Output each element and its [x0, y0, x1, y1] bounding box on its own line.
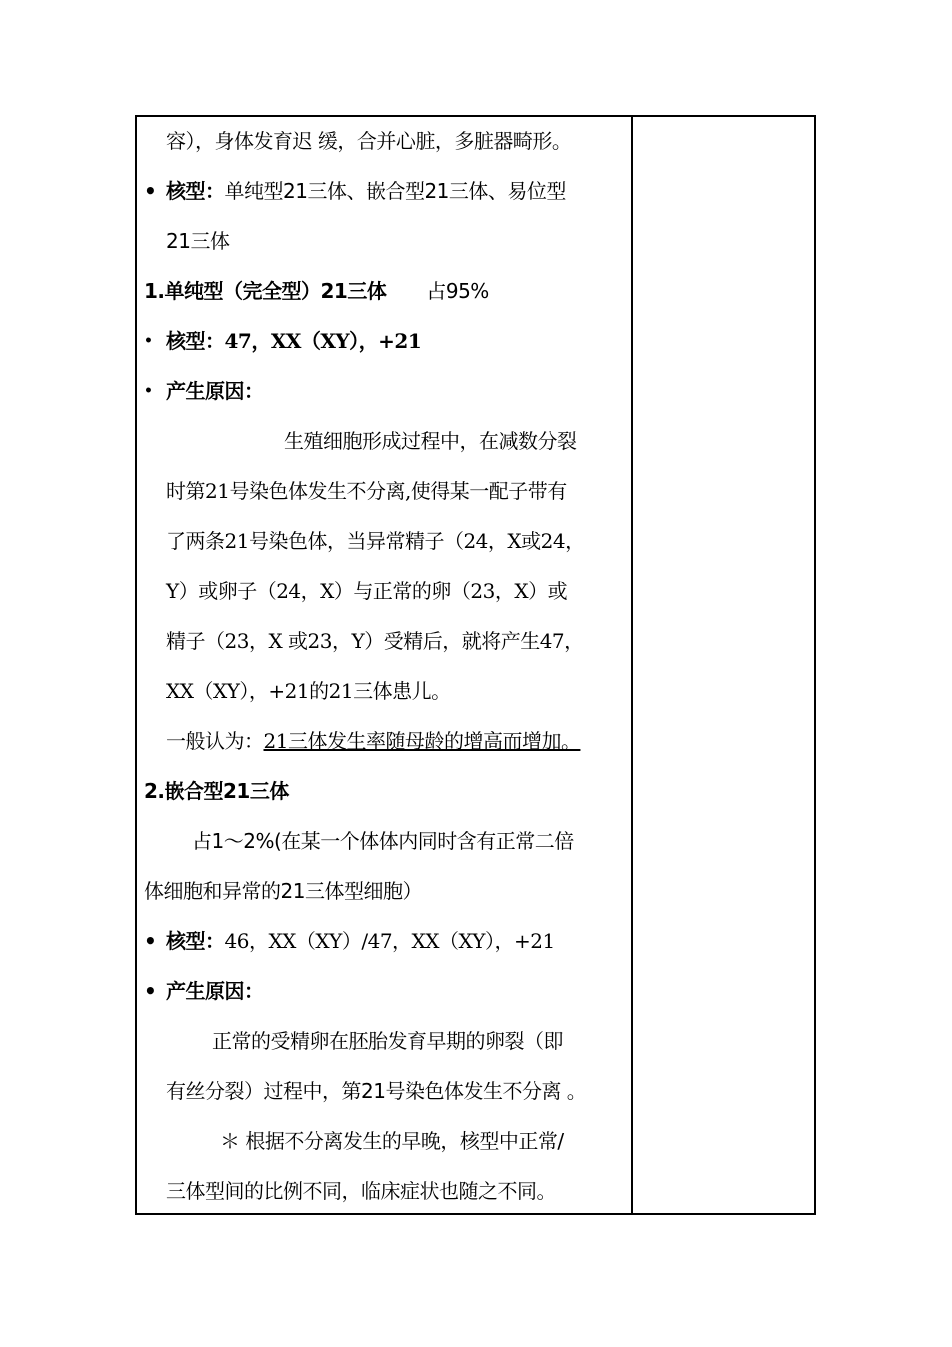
bullet: •	[144, 929, 157, 953]
line-12: XX（XY），+21的21三体患儿。	[166, 679, 451, 703]
line-simple-karyotype: • 核型：47，XX（XY），+21	[144, 316, 630, 366]
line-7: 生殖细胞形成过程中，在减数分裂	[284, 429, 577, 453]
line-8: 时第21号染色体发生不分离,使得某一配子带有	[166, 479, 567, 503]
bullet: •	[144, 383, 153, 399]
line-21: ＊ 根据不分离发生的早晚，核型中正常/	[220, 1129, 564, 1153]
line-9: 了两条21号染色体，当异常精子（24，X或24，	[166, 529, 585, 553]
line-10: Y）或卵子（24，X）与正常的卵（23，X）或	[166, 579, 568, 603]
line-20: 有丝分裂）过程中，第21号染色体发生不分离 。	[166, 1079, 587, 1103]
right-empty-cell	[633, 117, 814, 1213]
line-3: 21三体	[166, 229, 230, 253]
line-22: 三体型间的比例不同，临床症状也随之不同。	[166, 1179, 556, 1203]
bullet: •	[144, 333, 153, 349]
bullet: •	[144, 179, 157, 203]
heading-mosaic-type: 2.嵌合型21三体	[144, 779, 289, 803]
line-mosaic-karyotype: • 核型：46，XX（XY）/47，XX（XY），+21	[144, 916, 630, 966]
text-column	[144, 116, 630, 1216]
line-1: 容），身体发育迟 缓，合并心脏，多脏器畸形。	[166, 129, 572, 153]
line-11: 精子（23，X 或23，Y）受精后，就将产生47，	[166, 629, 584, 653]
underlined-conclusion: 21三体发生率随母龄的增高而增加。	[263, 729, 581, 753]
line-16: 体细胞和异常的21三体型细胞）	[144, 879, 422, 903]
line-15: 占1～2%(在某一个体体内同时含有正常二倍	[192, 829, 574, 853]
line-cause-1: • 产生原因：	[144, 366, 630, 416]
line-19: 正常的受精卵在胚胎发育早期的卵裂（即	[212, 1029, 563, 1053]
line-cause-2: • 产生原因：	[144, 966, 630, 1016]
heading-simple-type: 1.单纯型（完全型）21三体 占95%	[144, 279, 489, 303]
line-karyotype-types: • 核型：单纯型21三体、嵌合型21三体、易位型	[144, 166, 630, 216]
line-13: 一般认为：21三体发生率随母龄的增高而增加。	[166, 729, 581, 753]
bullet: •	[144, 979, 157, 1003]
